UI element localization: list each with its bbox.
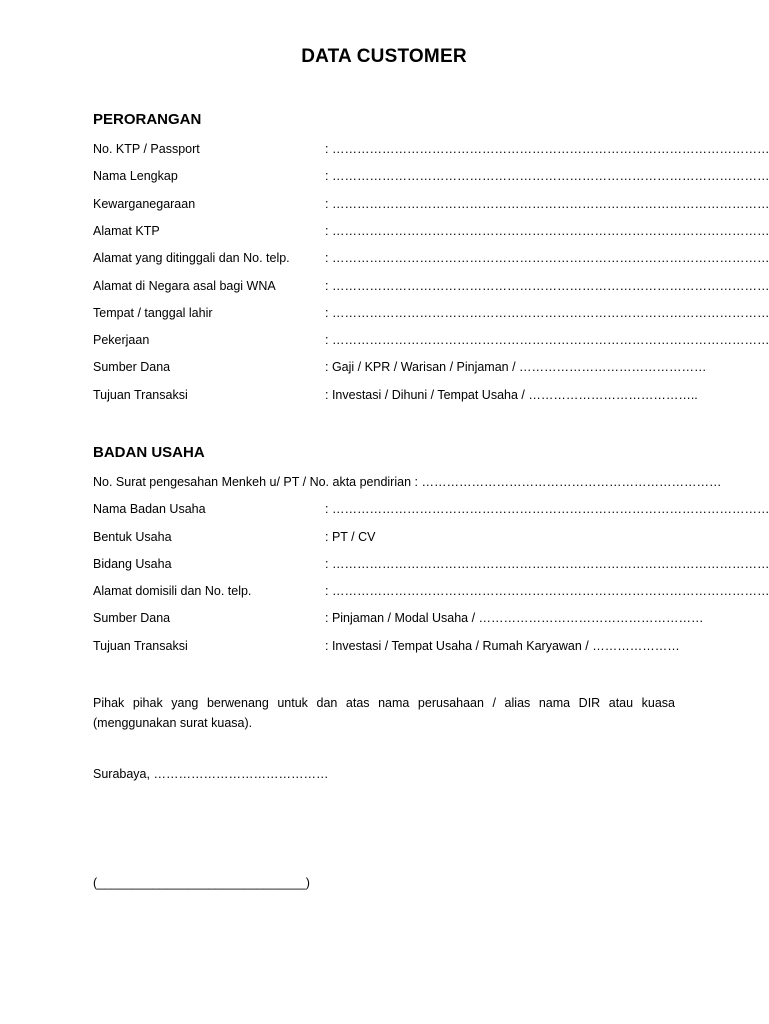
form-row-surat-pengesahan bbox=[93, 475, 722, 493]
form-row-nama-badan-usaha bbox=[93, 502, 769, 520]
form-row-pekerjaan bbox=[93, 333, 769, 351]
form-row-nama-lengkap bbox=[93, 169, 769, 187]
section-heading-badan-usaha: BADAN USAHA bbox=[93, 444, 205, 461]
field-value: : …………………………………………………………………………………………… bbox=[325, 142, 769, 156]
field-value: : Investasi / Tempat Usaha / Rumah Karyawan / ………………… bbox=[325, 639, 680, 653]
form-row-sumber-dana bbox=[93, 360, 707, 378]
signature-line: (______________________________) bbox=[93, 876, 310, 890]
field-value: : PT / CV bbox=[325, 530, 376, 544]
form-row-tujuan-transaksi-usaha bbox=[93, 639, 680, 657]
section-heading-perorangan: PERORANGAN bbox=[93, 111, 202, 128]
form-row-bidang-usaha bbox=[93, 557, 769, 575]
field-label: Bentuk Usaha bbox=[93, 530, 172, 544]
field-label: Nama Lengkap bbox=[93, 169, 178, 183]
authorization-statement: Pihak pihak yang berwenang untuk dan atas nama perusahaan / alias nama DIR atau kuasa (menggunakan surat kuasa). bbox=[93, 696, 675, 730]
form-row-no-ktp bbox=[93, 142, 769, 160]
form-row-bentuk-usaha bbox=[93, 530, 675, 548]
field-label: Alamat yang ditinggali dan No. telp. bbox=[93, 251, 290, 265]
field-label: Sumber Dana bbox=[93, 611, 171, 625]
field-label: Tujuan Transaksi bbox=[93, 388, 188, 402]
form-row-sumber-dana-usaha bbox=[93, 611, 704, 629]
field-label: Tempat / tanggal lahir bbox=[93, 306, 213, 320]
form-row-tempat-tanggal-lahir bbox=[93, 306, 769, 324]
field-value: : Gaji / KPR / Warisan / Pinjaman / ……………………………………… bbox=[325, 360, 707, 374]
field-label: Tujuan Transaksi bbox=[93, 639, 188, 653]
form-row-tujuan-transaksi bbox=[93, 388, 698, 406]
field-value: : …………………………………………………………………………………………… bbox=[325, 279, 769, 293]
field-label: Bidang Usaha bbox=[93, 557, 172, 571]
field-label: Kewarganegaraan bbox=[93, 197, 196, 211]
field-label: Alamat di Negara asal bagi WNA bbox=[93, 279, 276, 293]
form-row-kewarganegaraan bbox=[93, 197, 769, 215]
field-value: : …………………………………………………………………………………………… bbox=[325, 557, 769, 571]
field-value: : …………………………………………………………………………………………… bbox=[325, 251, 769, 265]
field-value: : Pinjaman / Modal Usaha / ……………………………………………… bbox=[325, 611, 704, 625]
field-value: : …………………………………………………………………………………………… bbox=[325, 502, 769, 516]
field-label: Alamat domisili dan No. telp. bbox=[93, 584, 252, 598]
form-row-alamat-wna bbox=[93, 279, 769, 297]
document-title: DATA CUSTOMER bbox=[301, 46, 467, 67]
field-label: Sumber Dana bbox=[93, 360, 171, 374]
field-value: : …………………………………………………………………………………………… bbox=[325, 169, 769, 183]
field-label: Nama Badan Usaha bbox=[93, 502, 206, 516]
field-value: : …………………………………………………………………………………………… bbox=[325, 306, 769, 320]
form-row-alamat-domisili bbox=[93, 584, 769, 602]
form-row-alamat-tinggal bbox=[93, 251, 769, 269]
field-value: : Investasi / Dihuni / Tempat Usaha / ………………………………….. bbox=[325, 388, 698, 402]
field-label: No. Surat pengesahan Menkeh u/ PT / No. akta pendirian : ……………………………………………………………… bbox=[93, 475, 722, 489]
form-row-alamat-ktp bbox=[93, 224, 769, 242]
place-date-line: Surabaya, …………………………………… bbox=[93, 767, 329, 781]
field-value: : …………………………………………………………………………………………… bbox=[325, 224, 769, 238]
field-value: : …………………………………………………………………………………………… bbox=[325, 584, 769, 598]
field-label: Alamat KTP bbox=[93, 224, 160, 238]
field-label: Pekerjaan bbox=[93, 333, 150, 347]
field-value: : …………………………………………………………………………………………… bbox=[325, 197, 769, 211]
field-value: : …………………………………………………………………………………………… bbox=[325, 333, 769, 347]
field-label: No. KTP / Passport bbox=[93, 142, 200, 156]
